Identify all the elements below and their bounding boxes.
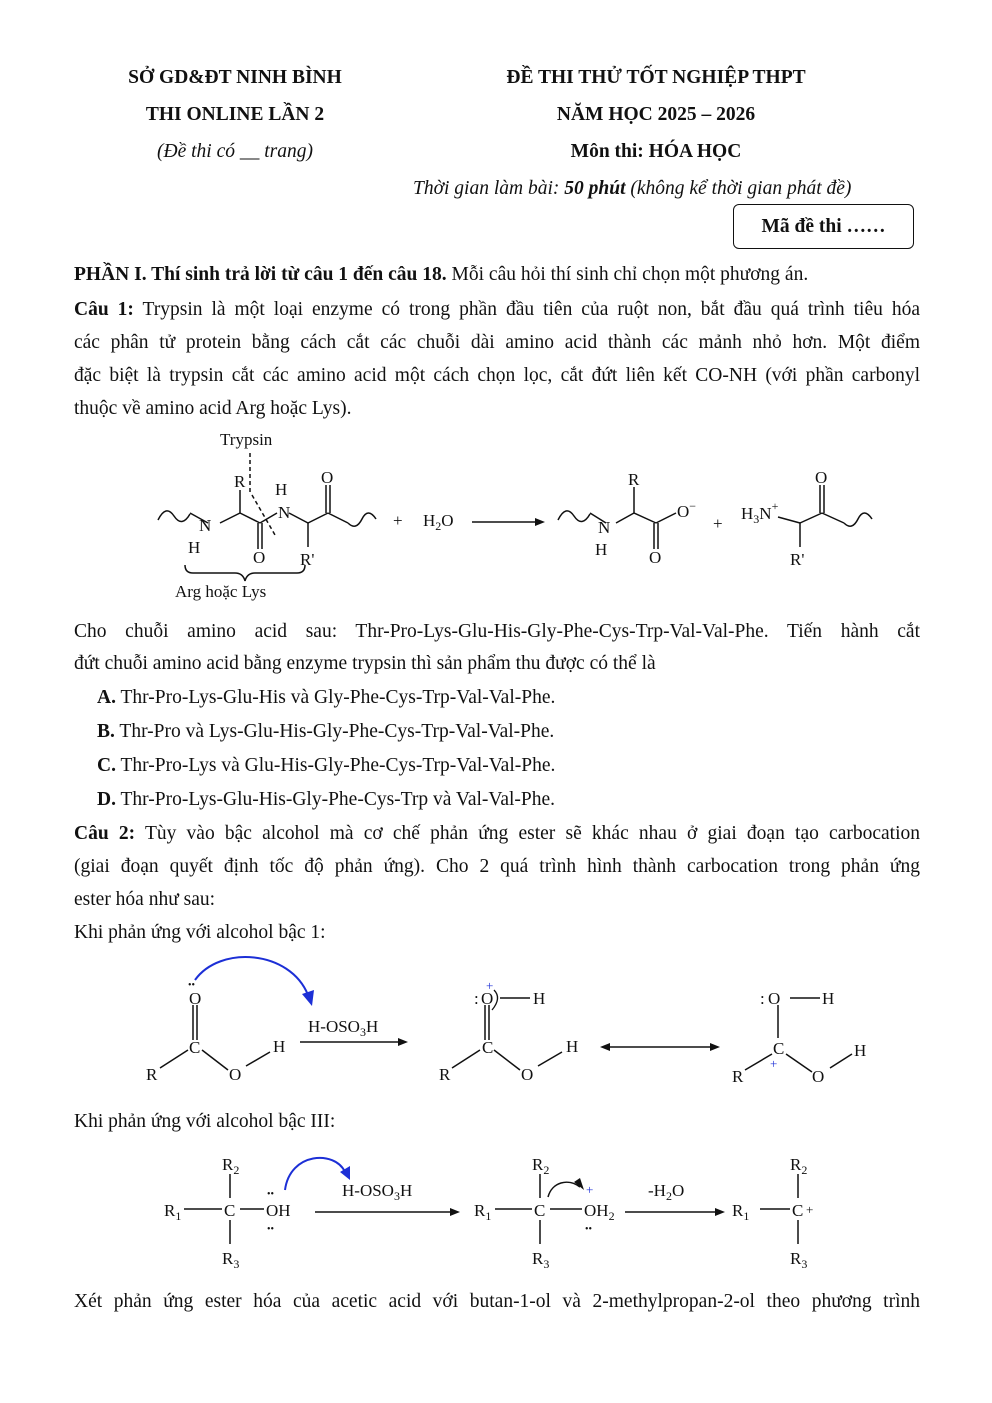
r3-label: R [628, 470, 640, 489]
part1-heading: PHẦN I. Thí sinh trả lời từ câu 1 đến câu 18. Mỗi câu hỏi thí sinh chỉ chọn một phương án. [74, 264, 809, 285]
oh2-1: $OH_2$ [584, 1201, 615, 1223]
q1-line5: Cho chuỗi amino acid sau: Thr-Pro-Lys-Glu-His-Gly-Phe-Cys-Trp-Val-Val-Phe. Tiến hành cắt [74, 621, 920, 642]
o-hydroxyl-3: O [812, 1067, 825, 1086]
lone-pair-oh-bottom: •• [267, 1224, 275, 1235]
lone-pair-2: : [474, 989, 479, 1008]
o-3: O [768, 989, 781, 1008]
n3-label: N [598, 518, 611, 537]
school-year: NĂM HỌC 2025 – 2026 [556, 104, 756, 125]
n-label: N [199, 516, 212, 535]
o3-label: O [649, 548, 662, 567]
c-tert-1: C [224, 1201, 236, 1220]
h3n-label: $H_3N^+$ [741, 499, 779, 526]
page-count-note: (Đề thi có __ trang) [157, 141, 313, 162]
r1-1: $R_1$ [164, 1201, 182, 1223]
r1-2: $R_1$ [474, 1201, 492, 1223]
q1-line2: các phân tử protein bằng cách cắt các chuỗi dài amino acid thành các mảnh nhỏ hơn. Một điểm [74, 332, 920, 353]
o-carbonyl-1: O [189, 989, 202, 1008]
reagent-1: $H-OSO_3H$ [308, 1017, 379, 1039]
q1-option-b[interactable]: B. Thr-Pro và Lys-Glu-His-Gly-Phe-Cys-Trp-Val-Val-Phe. [97, 721, 555, 742]
plus2-label: + [713, 514, 723, 533]
c-1: C [189, 1038, 201, 1057]
h-1: H [273, 1037, 286, 1056]
r-prime2-label: R' [790, 550, 805, 569]
r3-3: $R_3$ [790, 1249, 808, 1271]
plus-label: + [393, 511, 403, 530]
oh-1: OH [266, 1201, 291, 1220]
primary-alcohol-label: Khi phản ứng với alcohol bậc 1: [74, 922, 326, 943]
trypsin-reaction-figure [150, 425, 880, 610]
r-3: R [732, 1067, 744, 1086]
r3-1: $R_3$ [222, 1249, 240, 1271]
r2-3: $R_2$ [790, 1155, 808, 1177]
exam-code-box: Mã đề thi …… [733, 204, 914, 249]
exam-title: ĐỀ THI THỬ TỐT NGHIỆP THPT [506, 67, 806, 88]
q2-line3: ester hóa như sau: [74, 889, 216, 910]
lone-pair-oh2: •• [585, 1224, 593, 1235]
o-minus-label: O− [677, 499, 697, 521]
arg-lys-label: Arg hoặc Lys [175, 582, 267, 601]
plus-charge-2: + [770, 1056, 778, 1071]
c-tert-2: C [534, 1201, 546, 1220]
plus-charge-3: + [586, 1182, 594, 1197]
o-carbonyl-2: O [481, 989, 494, 1008]
c-3: C [773, 1039, 785, 1058]
o2-label: O [321, 468, 334, 487]
r2-2: $R_2$ [532, 1155, 550, 1177]
r-prime-label: R' [300, 550, 315, 569]
r-label: R [234, 472, 246, 491]
lone-pair-oh-top: •• [267, 1189, 275, 1200]
c-tert-3: C [792, 1201, 804, 1220]
r-2: R [439, 1065, 451, 1084]
o-hydroxyl-2: O [521, 1065, 534, 1084]
q1-line4: thuộc về amino acid Arg hoặc Lys). [74, 398, 352, 419]
carbocation-plus: + [806, 1202, 814, 1217]
time-limit: Thời gian làm bài: 50 phút (không kể thời gian phát đề) [413, 178, 852, 199]
r-1: R [146, 1065, 158, 1084]
q2-last-line: Xét phản ứng ester hóa của acetic acid với butan-1-ol và 2-methylpropan-2-ol theo phương trình [74, 1291, 920, 1312]
q1-option-d[interactable]: D. Thr-Pro-Lys-Glu-His-Gly-Phe-Cys-Trp và Val-Val-Phe. [97, 789, 556, 810]
reagent-2: $H-OSO_3H$ [342, 1181, 413, 1203]
primary-alcohol-mechanism [140, 950, 880, 1090]
o-hydroxyl-1: O [229, 1065, 242, 1084]
lone-pair-1: •• [188, 980, 196, 991]
minus-water: $-H_2O$ [648, 1181, 685, 1203]
r3-2: $R_3$ [532, 1249, 550, 1271]
h-2: H [533, 989, 546, 1008]
c-2: C [482, 1038, 494, 1057]
q2-line2: (giai đoạn quyết định tốc độ phản ứng). Cho 2 quá trình hình thành carbocation trong phản ứng [74, 856, 920, 877]
h3-label: H [595, 540, 608, 559]
r1-3: $R_1$ [732, 1201, 750, 1223]
lone-pair-3: : [760, 989, 765, 1008]
q2-line1: Câu 2: Tùy vào bậc alcohol mà cơ chế phản ứng ester sẽ khác nhau ở giai đoạn tạo carbocation [74, 823, 920, 844]
trypsin-label: Trypsin [220, 430, 273, 449]
q1-option-c[interactable]: C. Thr-Pro-Lys và Glu-His-Gly-Phe-Cys-Trp-Val-Val-Phe. [97, 755, 556, 776]
o-label: O [253, 548, 266, 567]
n2-label: N [278, 503, 291, 522]
h-label: H [188, 538, 201, 557]
plus-charge-1: + [486, 978, 494, 993]
q1-line1: Câu 1: Trypsin là một loại enzyme có trong phần đầu tiên của ruột non, bắt đầu quá trình tiêu hóa [74, 299, 920, 320]
h-4: H [822, 989, 835, 1008]
water-label: $H_2O$ [423, 511, 454, 533]
tertiary-alcohol-mechanism [160, 1142, 840, 1282]
department-name: SỞ GD&ĐT NINH BÌNH [128, 67, 342, 88]
subject: Môn thi: HÓA HỌC [570, 141, 742, 162]
r2-1: $R_2$ [222, 1155, 240, 1177]
q1-line6: đứt chuỗi amino acid bằng enzyme trypsin thì sản phẩm thu được có thể là [74, 653, 656, 674]
tertiary-alcohol-label: Khi phản ứng với alcohol bậc III: [74, 1111, 336, 1132]
h-5: H [854, 1041, 867, 1060]
h2-label: H [275, 480, 288, 499]
exam-round: THI ONLINE LẦN 2 [145, 104, 325, 125]
h-3: H [566, 1037, 579, 1056]
o4-label: O [815, 468, 828, 487]
q1-option-a[interactable]: A. Thr-Pro-Lys-Glu-His và Gly-Phe-Cys-Trp-Val-Val-Phe. [97, 687, 556, 708]
q1-line3: đặc biệt là trypsin cắt các amino acid một cách chọn lọc, cắt đứt liên kết CO-NH (với phần carbonyl [74, 365, 920, 386]
